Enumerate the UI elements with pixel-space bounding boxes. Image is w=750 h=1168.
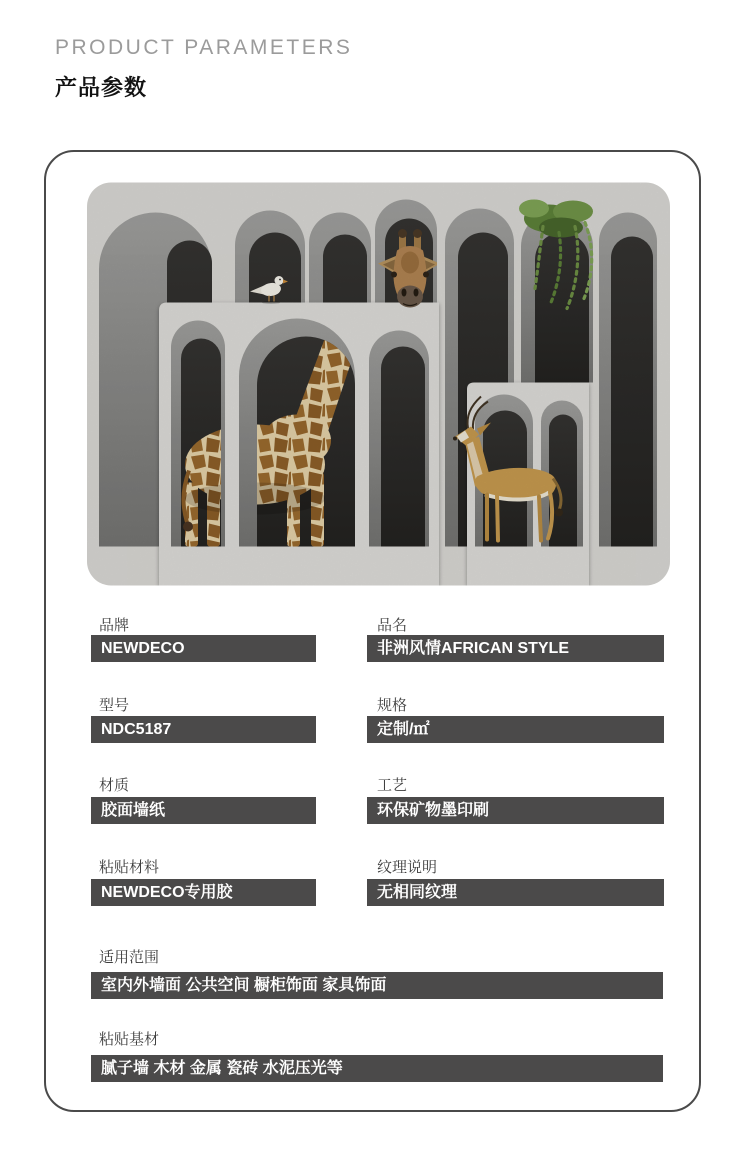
param-label-brand: 品牌 (99, 617, 130, 634)
param-label-craft: 工艺 (377, 777, 408, 794)
concrete-texture-overlay (87, 183, 670, 586)
param-value-material: 胶面墙纸 (91, 797, 316, 824)
param-label-scope: 适用范围 (99, 949, 160, 966)
param-value-adhesive: NEWDECO专用胶 (91, 879, 316, 906)
param-value-brand: NEWDECO (91, 635, 316, 662)
page-header (55, 36, 352, 102)
param-label-substrate: 粘贴基材 (99, 1031, 160, 1048)
param-value-model: NDC5187 (91, 716, 316, 743)
param-value-name: 非洲风情AFRICAN STYLE (367, 635, 664, 662)
param-value-scope: 室内外墙面 公共空间 橱柜饰面 家具饰面 (91, 972, 663, 999)
param-label-model: 型号 (99, 697, 130, 714)
product-image (87, 182, 670, 586)
param-label-material: 材质 (99, 777, 130, 794)
param-value-spec: 定制/㎡ (367, 716, 664, 743)
param-label-name: 品名 (377, 617, 408, 634)
page-title-chinese: 产品参数 (55, 75, 148, 100)
param-value-craft: 环保矿物墨印刷 (367, 797, 664, 824)
param-label-adhesive: 粘贴材料 (99, 859, 160, 876)
param-label-texture: 纹理说明 (377, 859, 438, 876)
param-value-texture: 无相同纹理 (367, 879, 664, 906)
page-title-english: PRODUCT PARAMETERS (55, 36, 353, 59)
param-label-spec: 规格 (377, 697, 408, 714)
parameters-card (44, 150, 701, 1112)
param-value-substrate: 腻子墙 木材 金属 瓷砖 水泥压光等 (91, 1055, 663, 1082)
